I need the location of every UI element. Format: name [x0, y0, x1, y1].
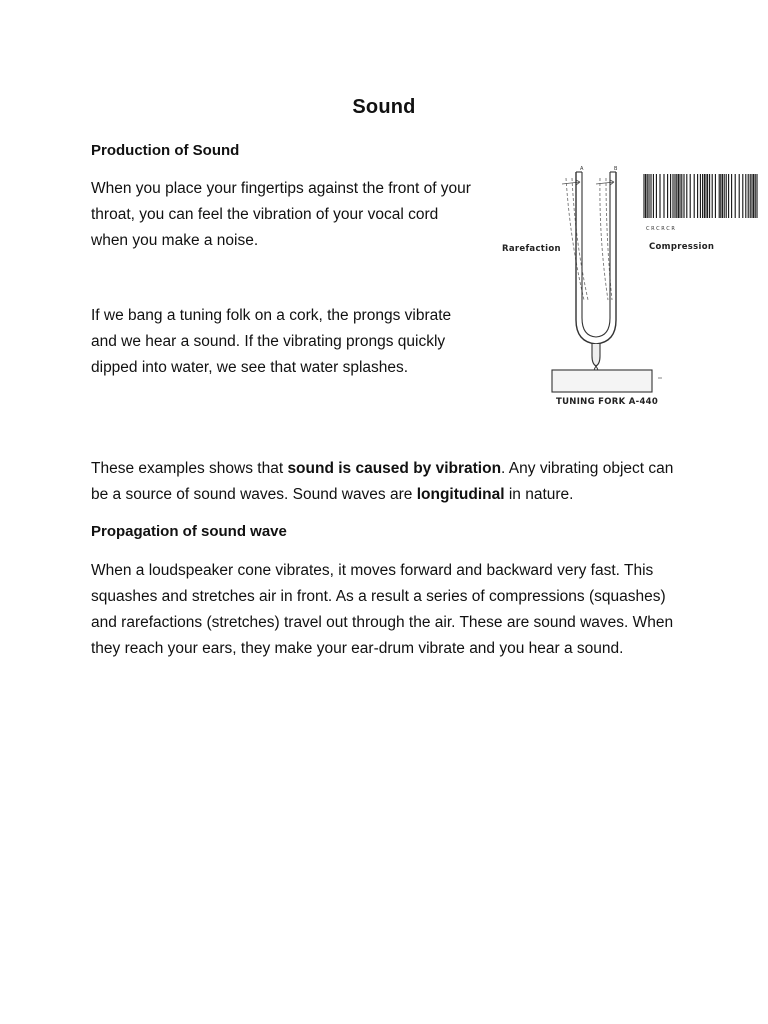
wave-letters: C R C R C R: [646, 226, 675, 232]
compression-label: Compression: [649, 242, 715, 252]
prong-a-label: A: [580, 166, 584, 172]
paragraph-vocal-cord: When you place your fingertips against the front of your throat, you can feel the vibration of your vocal cord when you make a noise.: [91, 180, 471, 249]
page-title: Sound: [352, 96, 416, 118]
sound-wave-bars: [644, 174, 757, 218]
conclusion-bold-longitudinal: longitudinal: [416, 486, 505, 503]
prong-b-label: B: [614, 166, 618, 172]
paragraph-propagation: When a loudspeaker cone vibrates, it moves forward and backward very fast. This squashes and stretches air in front. As a result a series of compressions (squashes) and rarefactions (stretches) travel out through the air. These are sound waves. When they reach your ears, they make your ear-drum vibrate and you hear a sound.: [91, 562, 674, 657]
vibration-arrow-left: [562, 180, 580, 185]
section-heading-propagation: Propagation of sound wave: [91, 523, 287, 540]
displaced-prong-left-inner: [572, 178, 588, 300]
conclusion-suffix: in nature.: [504, 486, 574, 503]
fork-stem: [592, 344, 600, 366]
displaced-prong-right-inner: [600, 178, 608, 300]
tuning-fork-diagram: [496, 160, 768, 410]
paragraph-tuning-fork: If we bang a tuning folk on a cork, the prongs vibrate and we hear a sound. If the vibrating prongs quickly dipped into water, we see that water splashes.: [91, 307, 452, 376]
conclusion-bold-vibration: sound is caused by vibration: [287, 460, 502, 477]
displaced-prong-right-outer: [606, 178, 612, 300]
fork-prong-inner: [582, 172, 610, 337]
section-heading-production: Production of Sound: [91, 142, 240, 159]
conclusion-prefix: These examples shows that: [91, 460, 288, 477]
conclusion-middle: . Any vibrating object can be a source of sound waves. Sound waves are: [91, 460, 674, 503]
tuning-fork-figure: [496, 160, 768, 410]
vibration-arrow-right: [596, 180, 614, 185]
rarefaction-label: Rarefaction: [502, 244, 561, 254]
paragraph-conclusion: [91, 456, 691, 508]
cork-block: [552, 370, 652, 392]
tuning-fork-label: TUNING FORK A-440: [556, 397, 659, 407]
displaced-prong-left-outer: [566, 178, 584, 300]
